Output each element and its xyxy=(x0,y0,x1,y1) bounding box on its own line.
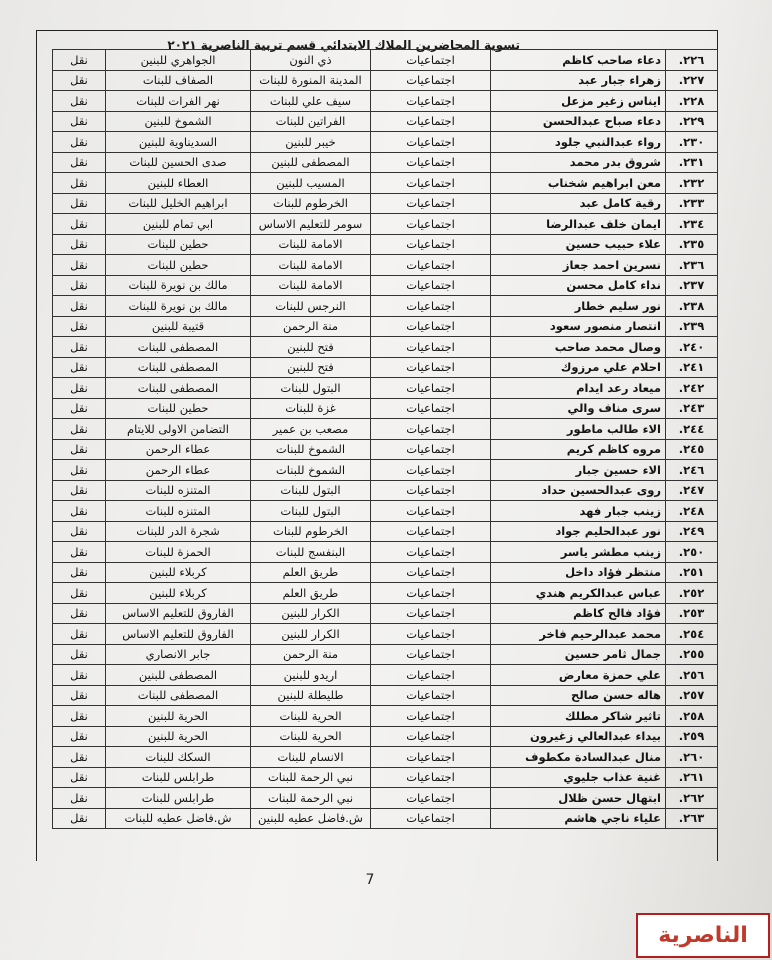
row-number-cell: ٢٦٠. xyxy=(666,747,718,768)
from-school-cell: الخرطوم للبنات xyxy=(251,193,371,214)
to-school-cell: المصطفى للبنات xyxy=(106,337,251,358)
employee-name-cell: محمد عبدالرحيم فاخر xyxy=(491,624,666,645)
department-cell: اجتماعيات xyxy=(371,726,491,747)
row-number-cell: ٢٥٦. xyxy=(666,665,718,686)
action-type-cell: نقل xyxy=(53,747,106,768)
department-cell: اجتماعيات xyxy=(371,193,491,214)
to-school-cell: عطاء الرحمن xyxy=(106,460,251,481)
action-type-cell: نقل xyxy=(53,398,106,419)
employee-name-cell: غنية عذاب جليوي xyxy=(491,767,666,788)
action-type-cell: نقل xyxy=(53,788,106,809)
action-type-cell: نقل xyxy=(53,173,106,194)
row-number-cell: ٢٣٨. xyxy=(666,296,718,317)
from-school-cell: المصطفى للبنين xyxy=(251,152,371,173)
department-cell: اجتماعيات xyxy=(371,214,491,235)
department-cell: اجتماعيات xyxy=(371,255,491,276)
row-number-cell: ٢٥٨. xyxy=(666,706,718,727)
row-number-cell: ٢٣٩. xyxy=(666,316,718,337)
department-cell: اجتماعيات xyxy=(371,378,491,399)
department-cell: اجتماعيات xyxy=(371,357,491,378)
action-type-cell: نقل xyxy=(53,357,106,378)
action-type-cell: نقل xyxy=(53,70,106,91)
from-school-cell: نبي الرحمة للبنات xyxy=(251,767,371,788)
row-number-cell: ٢٣٧. xyxy=(666,275,718,296)
row-number-cell: ٢٥٠. xyxy=(666,542,718,563)
table-row xyxy=(53,808,718,829)
action-type-cell: نقل xyxy=(53,439,106,460)
table-row xyxy=(53,275,718,296)
row-number-cell: ٢٥٧. xyxy=(666,685,718,706)
action-type-cell: نقل xyxy=(53,644,106,665)
to-school-cell: المصطفى للبنات xyxy=(106,357,251,378)
from-school-cell: الحرية للبنات xyxy=(251,726,371,747)
employee-name-cell: شروق بدر محمد xyxy=(491,152,666,173)
from-school-cell: الامامة للبنات xyxy=(251,255,371,276)
table-row xyxy=(53,316,718,337)
to-school-cell: الجواهري للبنين xyxy=(106,50,251,71)
table-row xyxy=(53,234,718,255)
table-row xyxy=(53,50,718,71)
row-number-cell: ٢٣٠. xyxy=(666,132,718,153)
department-cell: اجتماعيات xyxy=(371,501,491,522)
row-number-cell: ٢٣٢. xyxy=(666,173,718,194)
table-row xyxy=(53,624,718,645)
table-row xyxy=(53,111,718,132)
row-number-cell: ٢٤٣. xyxy=(666,398,718,419)
action-type-cell: نقل xyxy=(53,193,106,214)
table-row xyxy=(53,665,718,686)
table-row xyxy=(53,419,718,440)
department-cell: اجتماعيات xyxy=(371,234,491,255)
table-row xyxy=(53,357,718,378)
action-type-cell: نقل xyxy=(53,706,106,727)
row-number-cell: ٢٤٠. xyxy=(666,337,718,358)
employee-name-cell: الاء حسين جبار xyxy=(491,460,666,481)
action-type-cell: نقل xyxy=(53,542,106,563)
action-type-cell: نقل xyxy=(53,624,106,645)
action-type-cell: نقل xyxy=(53,665,106,686)
to-school-cell: شجرة الدر للبنات xyxy=(106,521,251,542)
table-row xyxy=(53,132,718,153)
row-number-cell: ٢٣٥. xyxy=(666,234,718,255)
department-cell: اجتماعيات xyxy=(371,316,491,337)
to-school-cell: الفاروق للتعليم الاساس xyxy=(106,624,251,645)
from-school-cell: فتح للبنين xyxy=(251,337,371,358)
to-school-cell: التضامن الاولى للايتام xyxy=(106,419,251,440)
department-cell: اجتماعيات xyxy=(371,603,491,624)
table-row xyxy=(53,603,718,624)
from-school-cell: النرجس للبنات xyxy=(251,296,371,317)
employee-name-cell: ابتهال حسن ظلال xyxy=(491,788,666,809)
action-type-cell: نقل xyxy=(53,583,106,604)
from-school-cell: الشموخ للبنات xyxy=(251,439,371,460)
row-number-cell: ٢٣٣. xyxy=(666,193,718,214)
department-cell: اجتماعيات xyxy=(371,665,491,686)
action-type-cell: نقل xyxy=(53,214,106,235)
department-cell: اجتماعيات xyxy=(371,480,491,501)
action-type-cell: نقل xyxy=(53,562,106,583)
action-type-cell: نقل xyxy=(53,378,106,399)
to-school-cell: ابي تمام للبنين xyxy=(106,214,251,235)
to-school-cell: الحرية للبنين xyxy=(106,706,251,727)
department-cell: اجتماعيات xyxy=(371,398,491,419)
from-school-cell: المدينة المنورة للبنات xyxy=(251,70,371,91)
employee-name-cell: دعاء صاحب كاظم xyxy=(491,50,666,71)
employee-name-cell: الاء طالب ماطور xyxy=(491,419,666,440)
employee-name-cell: ميعاد رعد ايدام xyxy=(491,378,666,399)
action-type-cell: نقل xyxy=(53,50,106,71)
transfer-table-body xyxy=(53,50,718,829)
to-school-cell: ش.فاضل عطيه للبنات xyxy=(106,808,251,829)
to-school-cell: مالك بن نويرة للبنات xyxy=(106,275,251,296)
action-type-cell: نقل xyxy=(53,808,106,829)
department-cell: اجتماعيات xyxy=(371,132,491,153)
row-number-cell: ٢٥٩. xyxy=(666,726,718,747)
row-number-cell: ٢٣٤. xyxy=(666,214,718,235)
employee-name-cell: وصال محمد صاحب xyxy=(491,337,666,358)
employee-name-cell: بيداء عبدالعالي زغيرون xyxy=(491,726,666,747)
page-number: 7 xyxy=(365,872,375,888)
department-cell: اجتماعيات xyxy=(371,337,491,358)
to-school-cell: عطاء الرحمن xyxy=(106,439,251,460)
table-row xyxy=(53,398,718,419)
department-cell: اجتماعيات xyxy=(371,767,491,788)
from-school-cell: الفراتين للبنات xyxy=(251,111,371,132)
to-school-cell: كربلاء للبنين xyxy=(106,583,251,604)
to-school-cell: المصطفى للبنين xyxy=(106,665,251,686)
action-type-cell: نقل xyxy=(53,255,106,276)
employee-name-cell: سرى مناف والي xyxy=(491,398,666,419)
employee-name-cell: منال عبدالسادة مكطوف xyxy=(491,747,666,768)
from-school-cell: الكرار للبنين xyxy=(251,624,371,645)
action-type-cell: نقل xyxy=(53,603,106,624)
to-school-cell: حطين للبنات xyxy=(106,398,251,419)
from-school-cell: طريق العلم xyxy=(251,562,371,583)
table-row xyxy=(53,296,718,317)
action-type-cell: نقل xyxy=(53,316,106,337)
row-number-cell: ٢٥١. xyxy=(666,562,718,583)
action-type-cell: نقل xyxy=(53,275,106,296)
table-row xyxy=(53,521,718,542)
from-school-cell: منة الرحمن xyxy=(251,316,371,337)
from-school-cell: الامامة للبنات xyxy=(251,275,371,296)
table-row xyxy=(53,193,718,214)
department-cell: اجتماعيات xyxy=(371,624,491,645)
employee-name-cell: عباس عبدالكريم هندي xyxy=(491,583,666,604)
to-school-cell: قتيبة للبنين xyxy=(106,316,251,337)
department-cell: اجتماعيات xyxy=(371,419,491,440)
action-type-cell: نقل xyxy=(53,521,106,542)
employee-name-cell: نسرين احمد جعاز xyxy=(491,255,666,276)
action-type-cell: نقل xyxy=(53,111,106,132)
employee-name-cell: جمال ثامر حسين xyxy=(491,644,666,665)
action-type-cell: نقل xyxy=(53,132,106,153)
employee-name-cell: معن ابراهيم شخناب xyxy=(491,173,666,194)
action-type-cell: نقل xyxy=(53,460,106,481)
to-school-cell: المتنزه للبنات xyxy=(106,480,251,501)
from-school-cell: الحرية للبنات xyxy=(251,706,371,727)
table-row xyxy=(53,337,718,358)
to-school-cell: نهر الفرات للبنات xyxy=(106,91,251,112)
to-school-cell: حطين للبنات xyxy=(106,234,251,255)
table-row xyxy=(53,706,718,727)
from-school-cell: غزة للبنات xyxy=(251,398,371,419)
from-school-cell: الانسام للبنات xyxy=(251,747,371,768)
department-cell: اجتماعيات xyxy=(371,50,491,71)
from-school-cell: خيبر للبنين xyxy=(251,132,371,153)
to-school-cell: جابر الانصاري xyxy=(106,644,251,665)
employee-name-cell: تاثير شاكر مطلك xyxy=(491,706,666,727)
department-cell: اجتماعيات xyxy=(371,788,491,809)
action-type-cell: نقل xyxy=(53,501,106,522)
row-number-cell: ٢٦٢. xyxy=(666,788,718,809)
row-number-cell: ٢٤٩. xyxy=(666,521,718,542)
from-school-cell: الشموخ للبنات xyxy=(251,460,371,481)
transfer-table xyxy=(52,49,718,829)
table-row xyxy=(53,501,718,522)
department-cell: اجتماعيات xyxy=(371,111,491,132)
watermark-logo xyxy=(636,913,770,958)
row-number-cell: ٢٥٤. xyxy=(666,624,718,645)
table-row xyxy=(53,685,718,706)
to-school-cell: حطين للبنات xyxy=(106,255,251,276)
row-number-cell: ٢٤٢. xyxy=(666,378,718,399)
to-school-cell: كربلاء للبنين xyxy=(106,562,251,583)
department-cell: اجتماعيات xyxy=(371,296,491,317)
to-school-cell: السديناوية للبنين xyxy=(106,132,251,153)
from-school-cell: سومر للتعليم الاساس xyxy=(251,214,371,235)
employee-name-cell: ايناس زغير مزعل xyxy=(491,91,666,112)
to-school-cell: السكك للبنات xyxy=(106,747,251,768)
employee-name-cell: منتظر فؤاد داخل xyxy=(491,562,666,583)
from-school-cell: اريدو للبنين xyxy=(251,665,371,686)
document-title: تسوية المحاضرين الملاك الابتدائي قسم تربية الناصرية ٢٠٢١ xyxy=(167,38,520,52)
from-school-cell: فتح للبنين xyxy=(251,357,371,378)
to-school-cell: المتنزه للبنات xyxy=(106,501,251,522)
row-number-cell: ٢٤٤. xyxy=(666,419,718,440)
employee-name-cell: هاله حسن صالح xyxy=(491,685,666,706)
from-school-cell: المسيب للبنين xyxy=(251,173,371,194)
to-school-cell: الحمزة للبنات xyxy=(106,542,251,563)
employee-name-cell: زينب مطشر ياسر xyxy=(491,542,666,563)
from-school-cell: البتول للبنات xyxy=(251,378,371,399)
table-row xyxy=(53,91,718,112)
department-cell: اجتماعيات xyxy=(371,173,491,194)
row-number-cell: ٢٢٩. xyxy=(666,111,718,132)
from-school-cell: البتول للبنات xyxy=(251,501,371,522)
to-school-cell: الصفاف للبنات xyxy=(106,70,251,91)
table-row xyxy=(53,767,718,788)
employee-name-cell: رقية كامل عبد xyxy=(491,193,666,214)
row-number-cell: ٢٤٧. xyxy=(666,480,718,501)
to-school-cell: الفاروق للتعليم الاساس xyxy=(106,603,251,624)
department-cell: اجتماعيات xyxy=(371,706,491,727)
action-type-cell: نقل xyxy=(53,726,106,747)
table-row xyxy=(53,173,718,194)
employee-name-cell: نور سليم خطار xyxy=(491,296,666,317)
watermark-logo-text: الناصرية xyxy=(658,923,748,948)
employee-name-cell: زينب جبار فهد xyxy=(491,501,666,522)
from-school-cell: طليطلة للبنين xyxy=(251,685,371,706)
action-type-cell: نقل xyxy=(53,234,106,255)
table-row xyxy=(53,214,718,235)
from-school-cell: الكرار للبنين xyxy=(251,603,371,624)
from-school-cell: نبي الرحمة للبنات xyxy=(251,788,371,809)
to-school-cell: المصطفى للبنات xyxy=(106,685,251,706)
from-school-cell: طريق العلم xyxy=(251,583,371,604)
from-school-cell: ش.فاضل عطيه للبنين xyxy=(251,808,371,829)
row-number-cell: ٢٣٦. xyxy=(666,255,718,276)
department-cell: اجتماعيات xyxy=(371,70,491,91)
employee-name-cell: مروه كاظم كريم xyxy=(491,439,666,460)
from-school-cell: البتول للبنات xyxy=(251,480,371,501)
to-school-cell: طرابلس للبنات xyxy=(106,767,251,788)
employee-name-cell: انتصار منصور سعود xyxy=(491,316,666,337)
department-cell: اجتماعيات xyxy=(371,542,491,563)
action-type-cell: نقل xyxy=(53,419,106,440)
table-row xyxy=(53,583,718,604)
to-school-cell: ابراهيم الخليل للبنات xyxy=(106,193,251,214)
from-school-cell: الامامة للبنات xyxy=(251,234,371,255)
row-number-cell: ٢٣١. xyxy=(666,152,718,173)
employee-name-cell: علاء حبيب حسين xyxy=(491,234,666,255)
action-type-cell: نقل xyxy=(53,480,106,501)
employee-name-cell: دعاء صباح عبدالحسن xyxy=(491,111,666,132)
department-cell: اجتماعيات xyxy=(371,583,491,604)
department-cell: اجتماعيات xyxy=(371,685,491,706)
employee-name-cell: احلام علي مرزوك xyxy=(491,357,666,378)
department-cell: اجتماعيات xyxy=(371,747,491,768)
employee-name-cell: علياء ناجي هاشم xyxy=(491,808,666,829)
row-number-cell: ٢٦١. xyxy=(666,767,718,788)
department-cell: اجتماعيات xyxy=(371,644,491,665)
row-number-cell: ٢٤٥. xyxy=(666,439,718,460)
employee-name-cell: روى عبدالحسين حداد xyxy=(491,480,666,501)
table-row xyxy=(53,152,718,173)
action-type-cell: نقل xyxy=(53,767,106,788)
row-number-cell: ٢٥٢. xyxy=(666,583,718,604)
to-school-cell: المصطفى للبنات xyxy=(106,378,251,399)
from-school-cell: سيف علي للبنات xyxy=(251,91,371,112)
department-cell: اجتماعيات xyxy=(371,275,491,296)
action-type-cell: نقل xyxy=(53,91,106,112)
table-row xyxy=(53,480,718,501)
employee-name-cell: زهراء جبار عبد xyxy=(491,70,666,91)
to-school-cell: العطاء للبنين xyxy=(106,173,251,194)
table-row xyxy=(53,255,718,276)
row-number-cell: ٢٤٨. xyxy=(666,501,718,522)
employee-name-cell: فؤاد فالح كاظم xyxy=(491,603,666,624)
table-row xyxy=(53,562,718,583)
department-cell: اجتماعيات xyxy=(371,460,491,481)
row-number-cell: ٢٥٥. xyxy=(666,644,718,665)
employee-name-cell: نداء كامل محسن xyxy=(491,275,666,296)
department-cell: اجتماعيات xyxy=(371,439,491,460)
to-school-cell: مالك بن نويرة للبنات xyxy=(106,296,251,317)
table-row xyxy=(53,439,718,460)
from-school-cell: ذي النون xyxy=(251,50,371,71)
table-row xyxy=(53,542,718,563)
to-school-cell: صدى الحسين للبنات xyxy=(106,152,251,173)
department-cell: اجتماعيات xyxy=(371,808,491,829)
action-type-cell: نقل xyxy=(53,296,106,317)
row-number-cell: ٢٢٦. xyxy=(666,50,718,71)
row-number-cell: ٢٢٧. xyxy=(666,70,718,91)
row-number-cell: ٢٥٣. xyxy=(666,603,718,624)
department-cell: اجتماعيات xyxy=(371,152,491,173)
table-row xyxy=(53,378,718,399)
action-type-cell: نقل xyxy=(53,685,106,706)
row-number-cell: ٢٤١. xyxy=(666,357,718,378)
from-school-cell: منة الرحمن xyxy=(251,644,371,665)
action-type-cell: نقل xyxy=(53,337,106,358)
table-row xyxy=(53,788,718,809)
employee-name-cell: ايمان خلف عبدالرضا xyxy=(491,214,666,235)
table-row xyxy=(53,70,718,91)
to-school-cell: الحرية للبنين xyxy=(106,726,251,747)
row-number-cell: ٢٢٨. xyxy=(666,91,718,112)
employee-name-cell: نور عبدالحليم جواد xyxy=(491,521,666,542)
department-cell: اجتماعيات xyxy=(371,521,491,542)
department-cell: اجتماعيات xyxy=(371,562,491,583)
from-school-cell: الخرطوم للبنات xyxy=(251,521,371,542)
to-school-cell: طرابلس للبنات xyxy=(106,788,251,809)
row-number-cell: ٢٦٣. xyxy=(666,808,718,829)
table-row xyxy=(53,644,718,665)
action-type-cell: نقل xyxy=(53,152,106,173)
to-school-cell: الشموخ للبنين xyxy=(106,111,251,132)
row-number-cell: ٢٤٦. xyxy=(666,460,718,481)
from-school-cell: البنفسج للبنات xyxy=(251,542,371,563)
department-cell: اجتماعيات xyxy=(371,91,491,112)
employee-name-cell: رواء عبدالنبي جلود xyxy=(491,132,666,153)
table-row xyxy=(53,747,718,768)
table-row xyxy=(53,726,718,747)
table-row xyxy=(53,460,718,481)
from-school-cell: مصعب بن عمير xyxy=(251,419,371,440)
employee-name-cell: علي حمزة معارض xyxy=(491,665,666,686)
